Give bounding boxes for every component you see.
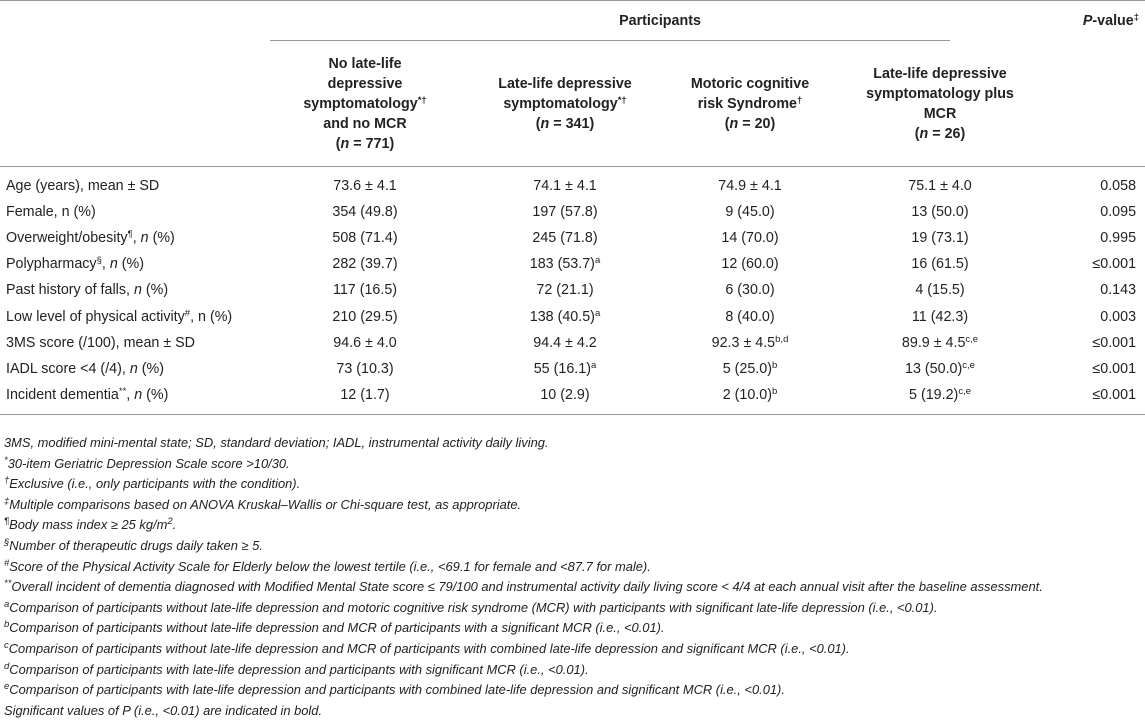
header-row-2 — [0, 41, 1145, 167]
table-row: Overweight/obesity¶, n (%) 508 (71.4) 245 (71.8) 14 (70.0) 19 (73.1) 0.995 — [6, 229, 1137, 247]
footnote: $^a$Comparison of participants without late-life depression and motoric cognitive risk syndrome (MCR) with participants with significant late-life depression (i.e., <0.01). — [4, 598, 938, 615]
footnote: $^c$Comparison of participants without late-life depression and MCR of participants with combined late-life depression and significant MCR (i.e., <0.01). — [4, 639, 850, 656]
table-body — [0, 167, 1145, 415]
footnote: $^e$Comparison of participants with late-life depression and participants with combined late-life depression and significant MCR (i.e., <0.01). — [4, 681, 785, 698]
table-row: Female, n (%) 354 (49.8) 197 (57.8) 9 (45.0) 13 (50.0) 0.095 — [6, 204, 1137, 221]
col-header-depression-plus-mcr: Late-life depressive symptomatology plus MCR (n = 26) — [866, 65, 1014, 142]
table-row: Polypharmacy§, n (%) 282 (39.7) 183 $(53.7)^a$ 12 (60.0) 16 (61.5) ≤0.001 — [0, 251, 1145, 277]
table-row: Incident dementia**, n (%) 12 (1.7) 10 (2.9) 2 $(10.0)^b$ 5 $(19.2)^{c,e}$ ≤0.001 — [0, 382, 1145, 415]
footnote-abbreviations: 3MS, modified mini-mental state; SD, standard deviation; IADL, instrumental activity daily living. — [4, 435, 549, 450]
participants-label: Participants — [619, 13, 701, 29]
header-row-1 — [0, 1, 1145, 42]
p-value-header: P-value‡ — [1082, 12, 1140, 29]
footnote: **Overall incident of dementia diagnosed with Modified Mental State score ≤ 79/100 and instrumental activity daily living score < 4/4 at each annual visit after the baseline assessment. — [4, 578, 1043, 595]
footnote: #Score of the Physical Activity Scale for Elderly below the lowest tertile (i.e., <69.1 for female and <87.7 for male). — [4, 557, 651, 574]
footnote: $^d$Comparison of participants with late-life depression and participants with significant MCR (i.e., <0.01). — [4, 660, 589, 677]
table-row: 3MS score (/100), mean ± SD 94.6 ± 4.0 94.4 ± 4.2 $92.3 \pm 4.5^{b,d}$ $89.9 \pm 4.5^{c,e}$ ≤0.001 — [0, 330, 1145, 356]
table-row: Age (years), mean ± SD 73.6 ± 4.1 74.1 ± 4.1 74.9 ± 4.1 75.1 ± 4.0 0.058 — [6, 178, 1137, 195]
significant-p-value: ≤0.001 — [1092, 256, 1137, 273]
significant-p-value: ≤0.001 — [1092, 334, 1137, 351]
footnote: ‡Multiple comparisons based on ANOVA Kruskal–Wallis or Chi-square test, as appropriate. — [4, 495, 522, 512]
participants-header — [270, 1, 1050, 42]
footnote: §Number of therapeutic drugs daily taken ≥ 5. — [4, 536, 263, 553]
table-row: IADL score <4 (/4), n (%) 73 (10.3) 55 $(16.1)^a$ 5 $(25.0)^b$ 13 $(50.0)^{c,e}$ ≤0.001 — [0, 356, 1145, 382]
significant-p-value: ≤0.001 — [1092, 386, 1137, 403]
footnote: †Exclusive (i.e., only participants with the condition). — [4, 475, 301, 492]
col-header-no-depression: No late-life depressive symptomatology*† and no MCR (n = 771) — [303, 55, 427, 152]
footnote-significance: Significant values of P (i.e., <0.01) are indicated in bold. — [4, 702, 323, 718]
participants-underline — [270, 40, 950, 41]
col-header-mcr: Motoric cognitive risk Syndrome† (n = 20) — [690, 75, 810, 132]
footnote: ¶Body mass index ≥ 25 $kg/m^2$. — [4, 516, 177, 533]
table-footnotes — [4, 433, 1142, 721]
table-row: Past history of falls, n (%) 117 (16.5) 72 (21.1) 6 (30.0) 4 (15.5) 0.143 — [6, 282, 1137, 299]
significant-p-value: 0.003 — [1100, 308, 1137, 325]
footnote: *30-item Geriatric Depression Scale score >10/30. — [4, 454, 290, 471]
col-header-depression: Late-life depressive symptomatology*† (n = 341) — [498, 75, 632, 132]
table-row: Low level of physical activity#, n (%) 210 (29.5) 138 $(40.5)^a$ 8 (40.0) 11 (42.3) 0.003 — [0, 303, 1145, 329]
footnote: $^b$Comparison of participants without late-life depression and MCR of participants with a significant MCR (i.e., <0.01). — [4, 619, 665, 636]
significant-p-value: ≤0.001 — [1092, 360, 1137, 377]
